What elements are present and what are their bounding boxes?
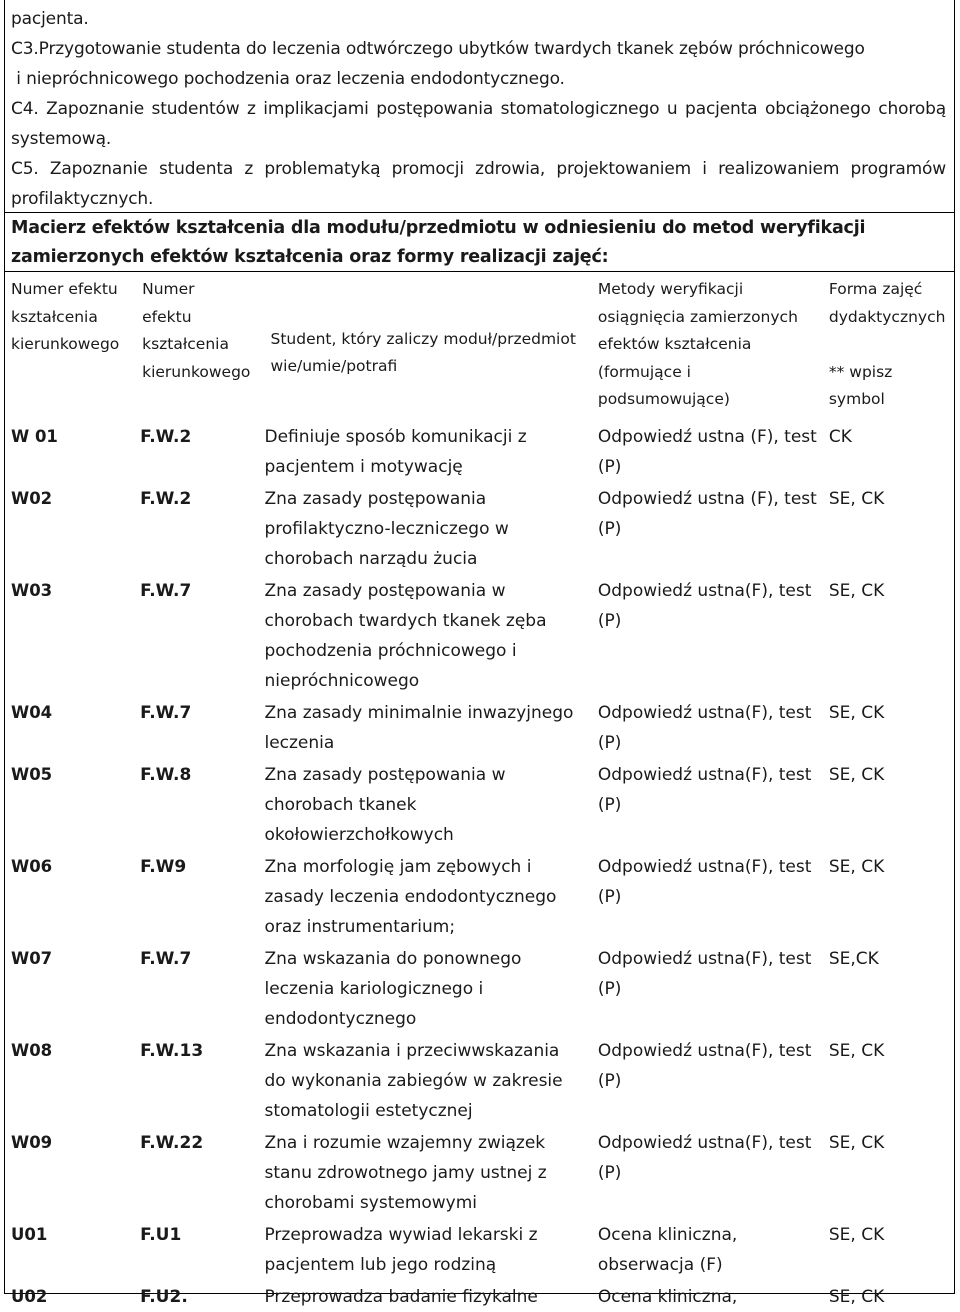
class-form: SE, CK: [828, 1041, 885, 1061]
verification-method: Odpowiedź ustna(F), test (P): [597, 581, 812, 631]
header-verification-methods: Metody weryfikacji osiągnięcia zamierzonych efektów kształcenia (formujące i podsumowujące): [597, 280, 798, 408]
class-form: SE, CK: [828, 857, 885, 877]
outcome-description: Zna wskazania do ponownego leczenia kariologicznego i endodontycznego: [264, 949, 522, 1029]
class-form: SE, CK: [828, 1225, 885, 1245]
outcome-description: Przeprowadza wywiad lekarski z pacjentem lub jego rodziną: [264, 1225, 538, 1275]
program-reference: F.W.7: [140, 949, 192, 969]
program-reference: F.W.22: [140, 1133, 204, 1153]
table-row: [5, 420, 954, 482]
program-reference: F.W9: [140, 857, 187, 877]
divider: [4, 212, 955, 213]
outcome-code: U01: [11, 1225, 48, 1244]
outcome-code: W05: [11, 765, 53, 784]
verification-method: Odpowiedź ustna(F), test (P): [597, 703, 812, 753]
objective-fragment: pacjenta.: [11, 9, 89, 29]
class-form: SE, CK: [828, 765, 885, 785]
table-row: [5, 482, 954, 574]
program-reference: F.W.13: [140, 1041, 204, 1061]
verification-method: Ocena kliniczna, obserwacja (F): [597, 1225, 738, 1275]
outcome-code: W08: [11, 1041, 53, 1060]
program-reference: F.U2.: [140, 1287, 188, 1307]
table-row: [5, 1280, 954, 1312]
objective-c4: C4. Zapoznanie studentów z implikacjami postępowania stomatologicznego u pacjenta obciążonego chorobą systemową.: [11, 99, 946, 149]
objective-c3-line1: C3.Przygotowanie studenta do leczenia odtwórczego ubytków twardych tkanek zębów próchnicowego: [11, 39, 865, 59]
program-reference: F.W.8: [140, 765, 192, 785]
verification-method: Odpowiedź ustna(F), test (P): [597, 949, 812, 999]
course-objectives: [11, 4, 946, 214]
verification-method: Ocena kliniczna,: [597, 1287, 738, 1307]
header-outcome-number: Numer efektu kształcenia kierunkowego: [11, 280, 120, 353]
outcome-description: Zna zasady postępowania w chorobach twardych tkanek zęba pochodzenia próchnicowego i niepróchnicowego: [264, 581, 547, 691]
outcome-description: Definiuje sposób komunikacji z pacjentem i motywację: [264, 427, 527, 477]
verification-method: Odpowiedź ustna(F), test (P): [597, 857, 812, 907]
class-form: CK: [828, 427, 852, 447]
header-class-form: [823, 272, 954, 420]
table-row: [5, 1218, 954, 1280]
outcome-code: U02: [11, 1287, 48, 1306]
program-reference: F.U1: [140, 1225, 182, 1245]
outcome-code: W 01: [11, 427, 58, 446]
table-header-row: [5, 272, 954, 420]
table-row: [5, 696, 954, 758]
outcome-description: Zna i rozumie wzajemny związek stanu zdrowotnego jamy ustnej z chorobami systemowymi: [264, 1133, 547, 1213]
outcome-code: W07: [11, 949, 53, 968]
outcome-code: W02: [11, 489, 53, 508]
table-row: [5, 758, 954, 850]
outcome-description: Zna morfologię jam zębowych i zasady leczenia endodontycznego oraz instrumentarium;: [264, 857, 557, 937]
outcome-description: Zna zasady postępowania profilaktyczno-leczniczego w chorobach narządu żucia: [264, 489, 509, 569]
header-student-outcome: Student, który zaliczy moduł/przedmiot wie/umie/potrafi: [270, 329, 576, 375]
outcome-description: Zna zasady postępowania w chorobach tkanek okołowierzchołkowych: [264, 765, 506, 845]
program-reference: F.W.7: [140, 581, 192, 601]
outcome-code: W09: [11, 1133, 53, 1152]
verification-method: Odpowiedź ustna (F), test (P): [597, 427, 817, 477]
program-reference: F.W.2: [140, 427, 192, 447]
outcome-code: W06: [11, 857, 53, 876]
table-row: [5, 1126, 954, 1218]
program-reference: F.W.7: [140, 703, 192, 723]
class-form: SE, CK: [828, 581, 885, 601]
verification-method: Odpowiedź ustna(F), test (P): [597, 1041, 812, 1091]
class-form: SE, CK: [828, 1287, 885, 1307]
outcome-description: Zna zasady minimalnie inwazyjnego leczenia: [264, 703, 574, 753]
class-form: SE,CK: [828, 949, 879, 969]
table-row: [5, 850, 954, 942]
verification-method: Odpowiedź ustna (F), test (P): [597, 489, 817, 539]
header-program-outcome-number: Numer efektu kształcenia kierunkowego: [142, 280, 251, 381]
objective-c3-line2: i niepróchnicowego pochodzenia oraz leczenia endodontycznego.: [11, 69, 565, 89]
outcome-code: W04: [11, 703, 53, 722]
outcome-code: W03: [11, 581, 53, 600]
verification-method: Odpowiedź ustna(F), test (P): [597, 765, 812, 815]
learning-outcomes-table: [5, 272, 954, 1312]
matrix-heading: Macierz efektów kształcenia dla modułu/przedmiotu w odniesieniu do metod weryfikacji zamierzonych efektów kształcenia oraz formy realizacji zajęć:: [11, 218, 866, 267]
header-class-form-label: Forma zajęć dydaktycznych: [828, 280, 946, 326]
program-reference: F.W.2: [140, 489, 192, 509]
outcome-description: Przeprowadza badanie fizykalne: [264, 1287, 538, 1307]
outcome-description: Zna wskazania i przeciwwskazania do wykonania zabiegów w zakresie stomatologii estetycznej: [264, 1041, 563, 1121]
table-row: [5, 574, 954, 696]
class-form: SE, CK: [828, 489, 885, 509]
table-row: [5, 942, 954, 1034]
verification-method: Odpowiedź ustna(F), test (P): [597, 1133, 812, 1183]
class-form: SE, CK: [828, 1133, 885, 1153]
objective-c5: C5. Zapoznanie studenta z problematyką promocji zdrowia, projektowaniem i realizowaniem programów profilaktycznych.: [11, 159, 946, 209]
header-class-form-note: ** wpisz symbol: [828, 362, 893, 408]
table-row: [5, 1034, 954, 1126]
class-form: SE, CK: [828, 703, 885, 723]
